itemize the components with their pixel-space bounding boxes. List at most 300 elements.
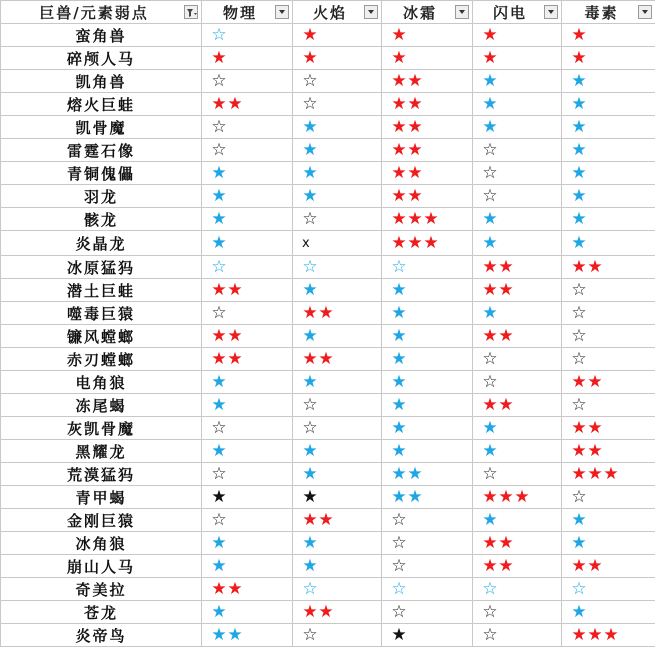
rating-cell[interactable]: [202, 47, 293, 70]
blue-outline-star-icon: ☆: [302, 579, 318, 599]
blue-star-icon: ★: [391, 441, 407, 461]
rating-cell[interactable]: [473, 394, 562, 417]
outline-star-icon: ☆: [482, 625, 498, 645]
rating-cell[interactable]: [562, 279, 655, 302]
rating-cell[interactable]: [202, 624, 293, 647]
monster-name-cell[interactable]: 骸龙: [1, 208, 202, 231]
red-star-icon: ★: [391, 209, 407, 229]
monster-name-cell[interactable]: 熔火巨蛙: [1, 93, 202, 116]
rating-cell[interactable]: [382, 139, 473, 162]
red-star-icon: ★: [498, 280, 514, 300]
red-star-icon: ★: [391, 117, 407, 137]
rating-cell[interactable]: [293, 24, 382, 47]
red-star-icon: ★: [391, 233, 407, 253]
table-row: [1, 70, 655, 93]
monster-name-cell[interactable]: 奇美拉: [1, 578, 202, 601]
monster-name-cell[interactable]: 崩山人马: [1, 555, 202, 578]
rating-cell[interactable]: [202, 116, 293, 139]
rating-cell[interactable]: [473, 509, 562, 532]
blue-star-icon: ★: [407, 487, 423, 507]
rating-cell[interactable]: [202, 279, 293, 302]
monster-name-cell[interactable]: 噬毒巨猿: [1, 302, 202, 325]
rating-cell[interactable]: [562, 463, 655, 486]
rating-cell[interactable]: [473, 24, 562, 47]
rating-cell[interactable]: [473, 348, 562, 371]
rating-cell[interactable]: [562, 440, 655, 463]
table-row: [1, 325, 655, 348]
red-star-icon: ★: [302, 25, 318, 45]
header-toxin: [562, 1, 655, 24]
rating-cell[interactable]: [562, 231, 655, 256]
outline-star-icon: ☆: [482, 602, 498, 622]
red-star-icon: ★: [407, 140, 423, 160]
blue-star-icon: ★: [302, 326, 318, 346]
red-star-icon: ★: [571, 257, 587, 277]
rating-cell[interactable]: [562, 116, 655, 139]
rating-cell[interactable]: [202, 208, 293, 231]
rating-cell[interactable]: [382, 208, 473, 231]
rating-cell[interactable]: [293, 139, 382, 162]
rating-cell[interactable]: [473, 532, 562, 555]
rating-cell[interactable]: [473, 256, 562, 279]
blue-star-icon: ★: [302, 163, 318, 183]
dropdown-arrow-icon[interactable]: [275, 5, 289, 19]
blue-star-icon: ★: [482, 510, 498, 530]
red-star-icon: ★: [482, 326, 498, 346]
blue-star-icon: ★: [391, 464, 407, 484]
blue-star-icon: ★: [211, 395, 227, 415]
red-star-icon: ★: [302, 602, 318, 622]
rating-cell[interactable]: [473, 93, 562, 116]
blue-star-icon: ★: [211, 602, 227, 622]
red-star-icon: ★: [318, 602, 334, 622]
rating-cell[interactable]: [562, 348, 655, 371]
blue-star-icon: ★: [302, 464, 318, 484]
red-star-icon: ★: [211, 326, 227, 346]
rating-cell[interactable]: [202, 463, 293, 486]
dropdown-arrow-icon[interactable]: [544, 5, 558, 19]
monster-name-cell[interactable]: 碎颅人马: [1, 47, 202, 70]
rating-cell[interactable]: [382, 231, 473, 256]
red-star-icon: ★: [498, 533, 514, 553]
monster-name-cell[interactable]: 潜土巨蛙: [1, 279, 202, 302]
rating-cell[interactable]: [202, 578, 293, 601]
rating-cell[interactable]: [562, 24, 655, 47]
rating-cell[interactable]: [293, 486, 382, 509]
rating-cell[interactable]: [562, 325, 655, 348]
blue-star-icon: ★: [302, 533, 318, 553]
red-star-icon: ★: [391, 25, 407, 45]
black-star-icon: ★: [302, 487, 318, 507]
red-star-icon: ★: [227, 280, 243, 300]
rating-cell[interactable]: [473, 325, 562, 348]
rating-cell[interactable]: [562, 302, 655, 325]
outline-star-icon: ☆: [571, 303, 587, 323]
rating-cell[interactable]: [473, 486, 562, 509]
rating-cell[interactable]: [202, 24, 293, 47]
blue-star-icon: ★: [482, 117, 498, 137]
blue-star-icon: ★: [391, 487, 407, 507]
red-star-icon: ★: [227, 579, 243, 599]
blue-outline-star-icon: ☆: [571, 579, 587, 599]
rating-cell[interactable]: [293, 70, 382, 93]
table-row: [1, 185, 655, 208]
blue-star-icon: ★: [571, 602, 587, 622]
rating-cell[interactable]: [382, 256, 473, 279]
outline-star-icon: ☆: [571, 326, 587, 346]
rating-cell[interactable]: [382, 24, 473, 47]
red-star-icon: ★: [482, 556, 498, 576]
outline-star-icon: ☆: [571, 280, 587, 300]
blue-star-icon: ★: [302, 556, 318, 576]
red-star-icon: ★: [391, 94, 407, 114]
rating-cell[interactable]: [293, 417, 382, 440]
rating-cell[interactable]: [382, 116, 473, 139]
table-row: [1, 231, 655, 256]
rating-cell[interactable]: [202, 139, 293, 162]
monster-name-cell[interactable]: 青甲蝎: [1, 486, 202, 509]
rating-cell[interactable]: [473, 231, 562, 256]
blue-star-icon: ★: [227, 625, 243, 645]
rating-cell[interactable]: [562, 601, 655, 624]
header-monster-label: 巨兽/元素弱点: [39, 3, 149, 22]
table-row: [1, 371, 655, 394]
blue-star-icon: ★: [571, 510, 587, 530]
rating-cell[interactable]: [382, 486, 473, 509]
rating-cell[interactable]: [202, 555, 293, 578]
rating-cell[interactable]: [562, 47, 655, 70]
blue-star-icon: ★: [211, 372, 227, 392]
outline-star-icon: ☆: [482, 163, 498, 183]
none-mark: x: [302, 236, 310, 251]
black-star-icon: ★: [391, 625, 407, 645]
table-row: [1, 555, 655, 578]
black-star-icon: ★: [211, 487, 227, 507]
rating-cell[interactable]: [562, 555, 655, 578]
rating-cell[interactable]: [382, 47, 473, 70]
blue-star-icon: ★: [391, 303, 407, 323]
rating-cell[interactable]: [473, 70, 562, 93]
rating-cell[interactable]: [382, 394, 473, 417]
rating-cell[interactable]: [382, 371, 473, 394]
monster-name-cell[interactable]: 青铜傀儡: [1, 162, 202, 185]
rating-cell[interactable]: [473, 555, 562, 578]
blue-star-icon: ★: [302, 372, 318, 392]
monster-name-cell[interactable]: 赤刃螳螂: [1, 348, 202, 371]
blue-outline-star-icon: ☆: [211, 25, 227, 45]
rating-cell[interactable]: [382, 601, 473, 624]
rating-cell[interactable]: [293, 509, 382, 532]
header-fire: [293, 1, 382, 24]
blue-star-icon: ★: [571, 94, 587, 114]
rating-cell[interactable]: [382, 185, 473, 208]
rating-cell[interactable]: [293, 624, 382, 647]
rating-cell[interactable]: [382, 463, 473, 486]
rating-cell[interactable]: [382, 555, 473, 578]
rating-cell[interactable]: [382, 162, 473, 185]
rating-cell[interactable]: [382, 532, 473, 555]
rating-cell[interactable]: [293, 256, 382, 279]
monster-name-cell[interactable]: 雷霆石像: [1, 139, 202, 162]
rating-cell[interactable]: [293, 93, 382, 116]
rating-cell[interactable]: [382, 348, 473, 371]
outline-star-icon: ☆: [211, 117, 227, 137]
rating-cell[interactable]: [473, 578, 562, 601]
blue-star-icon: ★: [302, 117, 318, 137]
blue-star-icon: ★: [391, 349, 407, 369]
rating-cell[interactable]: [473, 417, 562, 440]
outline-star-icon: ☆: [482, 464, 498, 484]
blue-star-icon: ★: [391, 395, 407, 415]
table-row: [1, 279, 655, 302]
rating-cell[interactable]: [382, 509, 473, 532]
rating-cell[interactable]: [293, 47, 382, 70]
red-star-icon: ★: [423, 233, 439, 253]
header-frost: [382, 1, 473, 24]
rating-cell[interactable]: [473, 116, 562, 139]
monster-name-cell[interactable]: 荒漠猛犸: [1, 463, 202, 486]
red-star-icon: ★: [391, 48, 407, 68]
monster-name-cell[interactable]: 炎帝鸟: [1, 624, 202, 647]
rating-cell[interactable]: [293, 555, 382, 578]
rating-cell[interactable]: [202, 371, 293, 394]
blue-star-icon: ★: [302, 280, 318, 300]
rating-cell[interactable]: [473, 463, 562, 486]
header-row: [1, 1, 655, 24]
rating-cell[interactable]: [562, 93, 655, 116]
rating-cell[interactable]: [293, 371, 382, 394]
outline-star-icon: ☆: [302, 418, 318, 438]
dropdown-arrow-icon[interactable]: [638, 5, 652, 19]
outline-star-icon: ☆: [302, 625, 318, 645]
rating-cell[interactable]: [293, 116, 382, 139]
outline-star-icon: ☆: [302, 209, 318, 229]
monster-name-cell[interactable]: 羽龙: [1, 185, 202, 208]
outline-star-icon: ☆: [211, 510, 227, 530]
dropdown-arrow-icon[interactable]: [455, 5, 469, 19]
rating-cell[interactable]: [202, 302, 293, 325]
red-star-icon: ★: [571, 418, 587, 438]
outline-star-icon: ☆: [391, 602, 407, 622]
red-star-icon: ★: [211, 48, 227, 68]
red-star-icon: ★: [571, 372, 587, 392]
rating-cell[interactable]: [562, 208, 655, 231]
outline-star-icon: ☆: [211, 71, 227, 91]
red-star-icon: ★: [571, 625, 587, 645]
rating-cell[interactable]: [382, 440, 473, 463]
dropdown-arrow-icon[interactable]: [364, 5, 378, 19]
table-row: [1, 578, 655, 601]
table-row: [1, 486, 655, 509]
monster-name-cell[interactable]: 冰角狼: [1, 532, 202, 555]
monster-name-cell[interactable]: 苍龙: [1, 601, 202, 624]
rating-cell[interactable]: [562, 417, 655, 440]
rating-cell[interactable]: [293, 302, 382, 325]
rating-cell[interactable]: [293, 463, 382, 486]
red-star-icon: ★: [423, 209, 439, 229]
rating-cell[interactable]: [382, 70, 473, 93]
table-row: [1, 348, 655, 371]
outline-star-icon: ☆: [391, 510, 407, 530]
filter-active-icon[interactable]: [184, 5, 198, 19]
monster-name-cell[interactable]: 黑耀龙: [1, 440, 202, 463]
header-frost-label: 冰霜: [402, 3, 437, 22]
blue-star-icon: ★: [571, 209, 587, 229]
blue-star-icon: ★: [482, 233, 498, 253]
red-star-icon: ★: [587, 556, 603, 576]
rating-cell[interactable]: [202, 601, 293, 624]
monster-name-cell[interactable]: 凯骨魔: [1, 116, 202, 139]
blue-outline-star-icon: ☆: [302, 257, 318, 277]
table-row: [1, 624, 655, 647]
red-star-icon: ★: [498, 257, 514, 277]
rating-cell[interactable]: [562, 394, 655, 417]
rating-cell[interactable]: [562, 578, 655, 601]
rating-cell[interactable]: [562, 624, 655, 647]
rating-cell[interactable]: [382, 93, 473, 116]
rating-cell[interactable]: [293, 185, 382, 208]
red-star-icon: ★: [318, 510, 334, 530]
rating-cell[interactable]: [293, 279, 382, 302]
monster-name-cell[interactable]: 灰凯骨魔: [1, 417, 202, 440]
outline-star-icon: ☆: [482, 140, 498, 160]
blue-outline-star-icon: ☆: [391, 257, 407, 277]
rating-cell[interactable]: [202, 440, 293, 463]
rating-cell[interactable]: [293, 532, 382, 555]
red-star-icon: ★: [514, 487, 530, 507]
monster-name-cell[interactable]: 金刚巨猿: [1, 509, 202, 532]
rating-cell[interactable]: [562, 532, 655, 555]
rating-cell[interactable]: [202, 348, 293, 371]
rating-cell[interactable]: [202, 70, 293, 93]
rating-cell[interactable]: [293, 325, 382, 348]
rating-cell[interactable]: [562, 185, 655, 208]
rating-cell[interactable]: [473, 624, 562, 647]
rating-cell[interactable]: [202, 394, 293, 417]
rating-cell[interactable]: [202, 93, 293, 116]
blue-star-icon: ★: [211, 533, 227, 553]
rating-cell[interactable]: [202, 509, 293, 532]
outline-star-icon: ☆: [571, 395, 587, 415]
red-star-icon: ★: [391, 186, 407, 206]
blue-outline-star-icon: ☆: [482, 579, 498, 599]
rating-cell[interactable]: [202, 486, 293, 509]
blue-star-icon: ★: [391, 280, 407, 300]
header-lightning: [473, 1, 562, 24]
rating-cell[interactable]: [562, 371, 655, 394]
rating-cell[interactable]: [382, 624, 473, 647]
red-star-icon: ★: [407, 186, 423, 206]
outline-star-icon: ☆: [302, 395, 318, 415]
rating-cell[interactable]: [293, 162, 382, 185]
rating-cell[interactable]: [562, 162, 655, 185]
blue-star-icon: ★: [482, 303, 498, 323]
monster-name-cell[interactable]: 电角狼: [1, 371, 202, 394]
table-row: [1, 93, 655, 116]
rating-cell[interactable]: [202, 532, 293, 555]
red-star-icon: ★: [587, 372, 603, 392]
monster-name-cell[interactable]: 蛮角兽: [1, 24, 202, 47]
rating-cell[interactable]: [293, 348, 382, 371]
rating-cell[interactable]: [562, 70, 655, 93]
blue-star-icon: ★: [482, 209, 498, 229]
blue-star-icon: ★: [571, 117, 587, 137]
rating-cell[interactable]: [293, 231, 382, 256]
rating-cell[interactable]: [473, 279, 562, 302]
red-star-icon: ★: [211, 579, 227, 599]
red-star-icon: ★: [318, 349, 334, 369]
rating-cell[interactable]: [473, 601, 562, 624]
table-row: [1, 208, 655, 231]
blue-star-icon: ★: [211, 209, 227, 229]
rating-cell[interactable]: [293, 578, 382, 601]
rating-cell[interactable]: [382, 279, 473, 302]
blue-star-icon: ★: [211, 625, 227, 645]
rating-cell[interactable]: [202, 231, 293, 256]
red-star-icon: ★: [211, 280, 227, 300]
monster-name-cell[interactable]: 冰原猛犸: [1, 256, 202, 279]
rating-cell[interactable]: [202, 256, 293, 279]
rating-cell[interactable]: [382, 302, 473, 325]
rating-cell[interactable]: [293, 208, 382, 231]
rating-cell[interactable]: [202, 325, 293, 348]
monster-name-cell[interactable]: 冻尾蝎: [1, 394, 202, 417]
table-row: [1, 162, 655, 185]
rating-cell[interactable]: [382, 578, 473, 601]
monster-name-cell[interactable]: 镰风螳螂: [1, 325, 202, 348]
header-monster: [1, 1, 202, 24]
rating-cell[interactable]: [562, 486, 655, 509]
rating-cell[interactable]: [202, 162, 293, 185]
rating-cell[interactable]: [473, 440, 562, 463]
rating-cell[interactable]: [202, 417, 293, 440]
rating-cell[interactable]: [202, 185, 293, 208]
rating-cell[interactable]: [562, 256, 655, 279]
outline-star-icon: ☆: [571, 349, 587, 369]
rating-cell[interactable]: [293, 440, 382, 463]
rating-cell[interactable]: [562, 139, 655, 162]
rating-cell[interactable]: [293, 394, 382, 417]
red-star-icon: ★: [482, 25, 498, 45]
rating-cell[interactable]: [382, 325, 473, 348]
red-star-icon: ★: [587, 625, 603, 645]
rating-cell[interactable]: [473, 47, 562, 70]
rating-cell[interactable]: [562, 509, 655, 532]
rating-cell[interactable]: [473, 139, 562, 162]
red-star-icon: ★: [571, 48, 587, 68]
red-star-icon: ★: [482, 487, 498, 507]
blue-star-icon: ★: [302, 186, 318, 206]
blue-star-icon: ★: [211, 556, 227, 576]
red-star-icon: ★: [498, 556, 514, 576]
monster-name-cell[interactable]: 炎晶龙: [1, 231, 202, 256]
rating-cell[interactable]: [473, 302, 562, 325]
rating-cell[interactable]: [473, 371, 562, 394]
rating-cell[interactable]: [473, 162, 562, 185]
blue-star-icon: ★: [482, 441, 498, 461]
monster-name-cell[interactable]: 凯角兽: [1, 70, 202, 93]
red-star-icon: ★: [407, 94, 423, 114]
rating-cell[interactable]: [382, 417, 473, 440]
rating-cell[interactable]: [293, 601, 382, 624]
rating-cell[interactable]: [473, 208, 562, 231]
red-star-icon: ★: [407, 233, 423, 253]
red-star-icon: ★: [587, 418, 603, 438]
red-star-icon: ★: [211, 94, 227, 114]
table-row: [1, 417, 655, 440]
blue-star-icon: ★: [302, 441, 318, 461]
rating-cell[interactable]: [473, 185, 562, 208]
